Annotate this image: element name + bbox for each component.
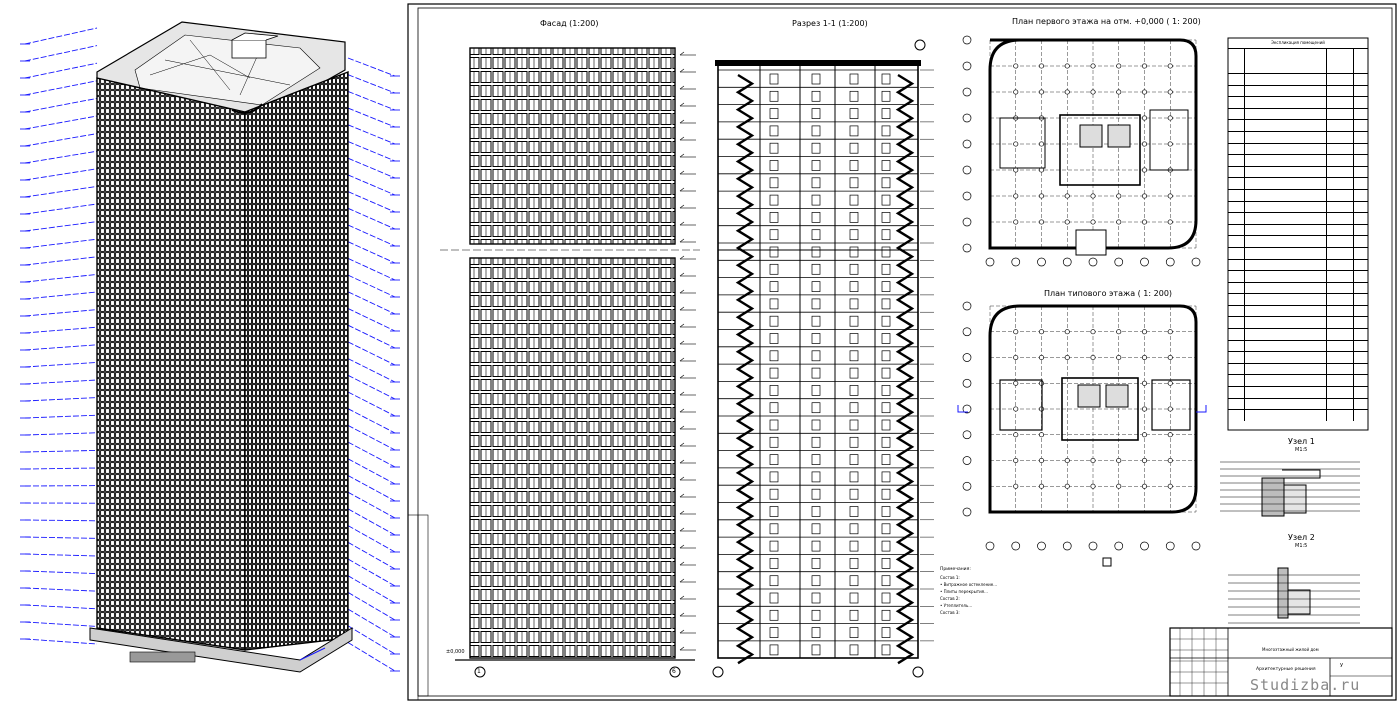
stamp-project: Многоэтажный жилой дом <box>1262 647 1319 652</box>
spec-row <box>1228 143 1368 155</box>
spec-row <box>1228 212 1368 224</box>
spec-row <box>1228 85 1368 97</box>
spec-row <box>1228 131 1368 143</box>
spec-row <box>1228 189 1368 201</box>
notes-header: Примечания: <box>940 567 971 572</box>
spec-row <box>1228 328 1368 340</box>
node2-scale: М1:5 <box>1295 543 1308 549</box>
spec-header <box>1228 48 1368 73</box>
spec-row <box>1228 398 1368 410</box>
spec-table <box>1228 38 1368 430</box>
spec-row <box>1228 201 1368 213</box>
stamp-sheet-title: Архитектурные решения <box>1256 667 1316 672</box>
notes-line: Состав 3: <box>940 609 960 615</box>
notes-line: Состав 2: <box>940 595 960 601</box>
spec-row <box>1228 340 1368 352</box>
spec-row <box>1228 409 1368 421</box>
watermark: Studizba.ru <box>1250 676 1361 694</box>
level-zero: ±0,000 <box>446 649 465 655</box>
plan-typical-title: План типового этажа ( 1: 200) <box>1044 289 1173 298</box>
spec-row <box>1228 363 1368 375</box>
node-details <box>1220 462 1360 623</box>
spec-row <box>1228 259 1368 271</box>
plan-typical-floor <box>958 302 1206 566</box>
spec-row <box>1228 282 1368 294</box>
node2-title: Узел 2 <box>1288 533 1315 542</box>
spec-row <box>1228 247 1368 259</box>
notes-line: • Утеплитель... <box>940 602 973 608</box>
spec-row <box>1228 235 1368 247</box>
facade-title: Фасад (1:200) <box>540 19 599 28</box>
spec-row <box>1228 270 1368 282</box>
spec-row <box>1228 119 1368 131</box>
section-view <box>713 40 934 677</box>
section-title: Разрез 1-1 (1:200) <box>792 19 868 28</box>
spec-rows <box>1228 73 1368 421</box>
axis-label-start: 1 <box>477 668 481 675</box>
facade-view <box>440 48 700 677</box>
axis-label-end: 6 <box>672 668 676 675</box>
stamp-stage: У <box>1340 663 1344 669</box>
spec-row <box>1228 108 1368 120</box>
spec-row <box>1228 293 1368 305</box>
spec-row <box>1228 374 1368 386</box>
spec-row <box>1228 305 1368 317</box>
node1-title: Узел 1 <box>1288 437 1315 446</box>
notes-line: • Плиты перекрытия... <box>940 588 988 594</box>
tower-3d <box>20 22 400 672</box>
node1-scale: М1:5 <box>1295 447 1308 453</box>
notes-line: • Витражное остекление... <box>940 581 998 587</box>
spec-row <box>1228 351 1368 363</box>
spec-row <box>1228 177 1368 189</box>
spec-title: Экспликация помещений <box>1271 40 1325 45</box>
spec-row <box>1228 96 1368 108</box>
spec-row <box>1228 73 1368 85</box>
spec-row <box>1228 154 1368 166</box>
notes-line: Состав 1: <box>940 574 960 580</box>
plan-first-title: План первого этажа на отм. +0,000 ( 1: 200) <box>1012 17 1201 26</box>
spec-row <box>1228 316 1368 328</box>
spec-row <box>1228 166 1368 178</box>
spec-row <box>1228 386 1368 398</box>
plan-first-floor <box>963 36 1200 266</box>
spec-row <box>1228 224 1368 236</box>
notes <box>940 568 1090 615</box>
